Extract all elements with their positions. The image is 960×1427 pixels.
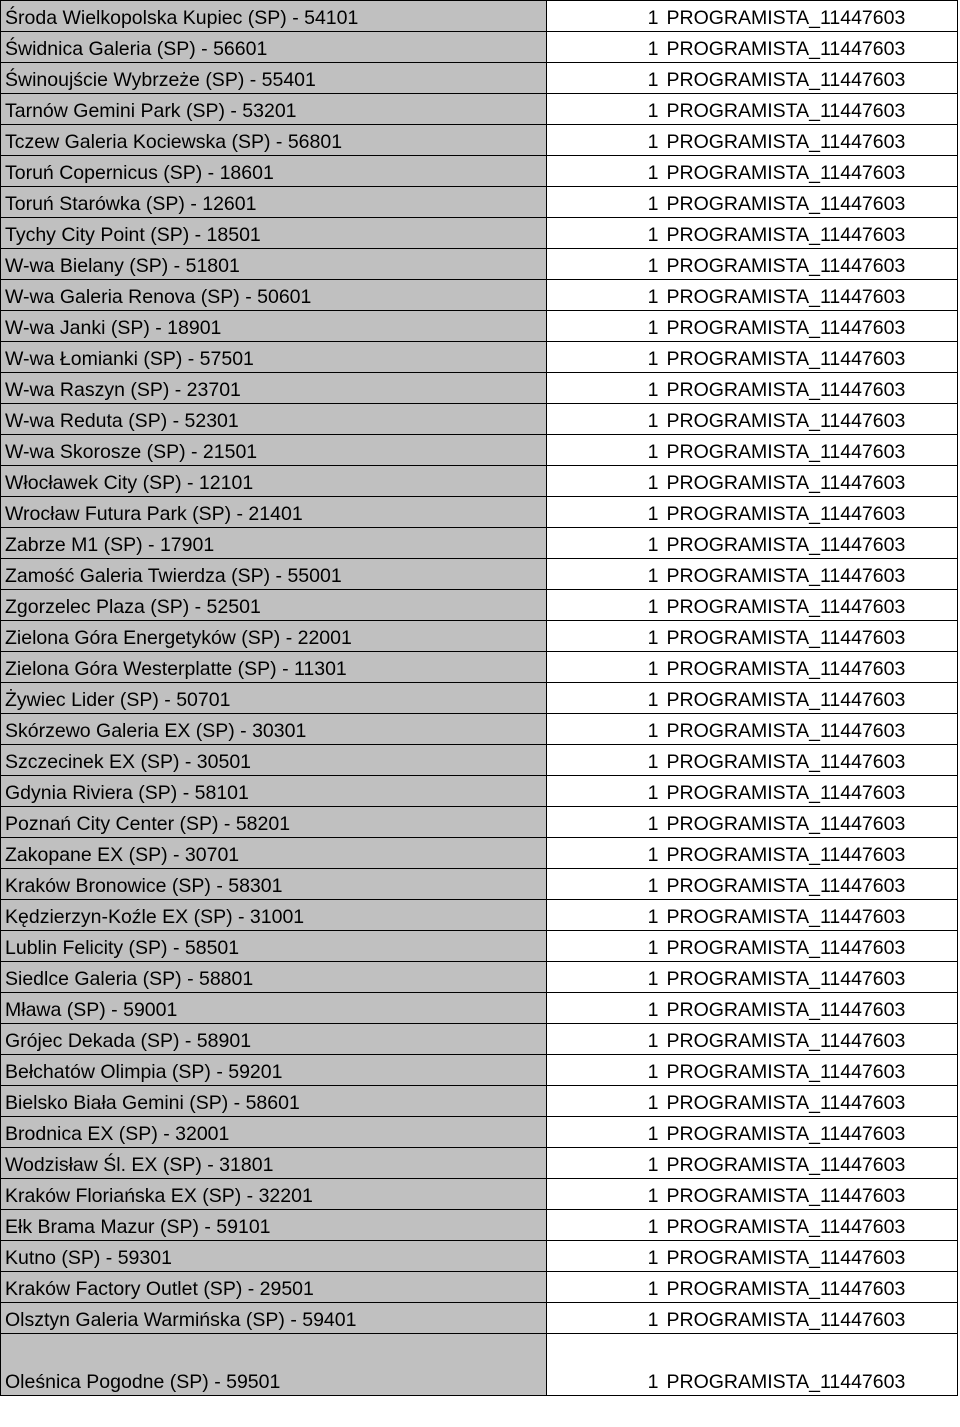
store-name-cell: Lublin Felicity (SP) - 58501 (1, 931, 547, 962)
program-cell: PROGRAMISTA_11447603 (663, 869, 958, 900)
table-row (1, 94, 958, 125)
store-name-cell: Mława (SP) - 59001 (1, 993, 547, 1024)
store-name-cell: Zamość Galeria Twierdza (SP) - 55001 (1, 559, 547, 590)
store-name-cell: Tczew Galeria Kociewska (SP) - 56801 (1, 125, 547, 156)
quantity-cell: 1 (547, 311, 663, 342)
program-cell: PROGRAMISTA_11447603 (663, 435, 958, 466)
table-row (1, 435, 958, 466)
quantity-cell: 1 (547, 1024, 663, 1055)
table-row (1, 621, 958, 652)
store-name-cell: Kędzierzyn-Koźle EX (SP) - 31001 (1, 900, 547, 931)
store-name-cell: Zgorzelec Plaza (SP) - 52501 (1, 590, 547, 621)
quantity-cell: 1 (547, 621, 663, 652)
table-row (1, 1241, 958, 1272)
quantity-cell: 1 (547, 1179, 663, 1210)
store-name-cell: Kraków Bronowice (SP) - 58301 (1, 869, 547, 900)
quantity-cell: 1 (547, 962, 663, 993)
table-row (1, 869, 958, 900)
program-cell: PROGRAMISTA_11447603 (663, 621, 958, 652)
quantity-cell: 1 (547, 931, 663, 962)
store-name-cell: Tarnów Gemini Park (SP) - 53201 (1, 94, 547, 125)
program-cell: PROGRAMISTA_11447603 (663, 311, 958, 342)
table-row (1, 280, 958, 311)
program-cell: PROGRAMISTA_11447603 (663, 559, 958, 590)
store-name-cell: Szczecinek EX (SP) - 30501 (1, 745, 547, 776)
program-cell: PROGRAMISTA_11447603 (663, 590, 958, 621)
quantity-cell: 1 (547, 1148, 663, 1179)
quantity-cell: 1 (547, 1210, 663, 1241)
table-row (1, 373, 958, 404)
program-cell: PROGRAMISTA_11447603 (663, 373, 958, 404)
store-name-cell: Świnoujście Wybrzeże (SP) - 55401 (1, 63, 547, 94)
program-cell: PROGRAMISTA_11447603 (663, 125, 958, 156)
program-cell: PROGRAMISTA_11447603 (663, 1024, 958, 1055)
quantity-cell: 1 (547, 435, 663, 466)
store-name-cell: Kraków Floriańska EX (SP) - 32201 (1, 1179, 547, 1210)
store-name-cell: Skórzewo Galeria EX (SP) - 30301 (1, 714, 547, 745)
quantity-cell: 1 (547, 404, 663, 435)
store-name-cell: W-wa Bielany (SP) - 51801 (1, 249, 547, 280)
table-row (1, 931, 958, 962)
quantity-cell: 1 (547, 590, 663, 621)
quantity-cell: 1 (547, 683, 663, 714)
program-cell: PROGRAMISTA_11447603 (663, 962, 958, 993)
store-name-cell: Kutno (SP) - 59301 (1, 1241, 547, 1272)
quantity-cell: 1 (547, 156, 663, 187)
table-row (1, 652, 958, 683)
quantity-cell: 1 (547, 838, 663, 869)
quantity-cell: 1 (547, 559, 663, 590)
store-name-cell: W-wa Łomianki (SP) - 57501 (1, 342, 547, 373)
program-cell: PROGRAMISTA_11447603 (663, 1086, 958, 1117)
quantity-cell: 1 (547, 1086, 663, 1117)
store-table-body (1, 1, 958, 1396)
table-row (1, 156, 958, 187)
store-name-cell: Środa Wielkopolska Kupiec (SP) - 54101 (1, 1, 547, 32)
quantity-cell: 1 (547, 218, 663, 249)
quantity-cell: 1 (547, 1334, 663, 1396)
table-row (1, 1024, 958, 1055)
table-row (1, 249, 958, 280)
table-row (1, 63, 958, 94)
program-cell: PROGRAMISTA_11447603 (663, 1117, 958, 1148)
store-name-cell: W-wa Raszyn (SP) - 23701 (1, 373, 547, 404)
table-row (1, 1, 958, 32)
program-cell: PROGRAMISTA_11447603 (663, 838, 958, 869)
program-cell: PROGRAMISTA_11447603 (663, 528, 958, 559)
program-cell: PROGRAMISTA_11447603 (663, 187, 958, 218)
table-row (1, 1148, 958, 1179)
quantity-cell: 1 (547, 528, 663, 559)
store-name-cell: Żywiec Lider (SP) - 50701 (1, 683, 547, 714)
quantity-cell: 1 (547, 94, 663, 125)
quantity-cell: 1 (547, 63, 663, 94)
program-cell: PROGRAMISTA_11447603 (663, 280, 958, 311)
quantity-cell: 1 (547, 869, 663, 900)
quantity-cell: 1 (547, 373, 663, 404)
quantity-cell: 1 (547, 652, 663, 683)
table-row (1, 807, 958, 838)
store-name-cell: Zielona Góra Westerplatte (SP) - 11301 (1, 652, 547, 683)
table-row (1, 714, 958, 745)
program-cell: PROGRAMISTA_11447603 (663, 1055, 958, 1086)
program-cell: PROGRAMISTA_11447603 (663, 404, 958, 435)
quantity-cell: 1 (547, 187, 663, 218)
program-cell: PROGRAMISTA_11447603 (663, 249, 958, 280)
store-name-cell: Brodnica EX (SP) - 32001 (1, 1117, 547, 1148)
table-row (1, 1272, 958, 1303)
program-cell: PROGRAMISTA_11447603 (663, 342, 958, 373)
program-cell: PROGRAMISTA_11447603 (663, 683, 958, 714)
program-cell: PROGRAMISTA_11447603 (663, 1334, 958, 1396)
program-cell: PROGRAMISTA_11447603 (663, 218, 958, 249)
program-cell: PROGRAMISTA_11447603 (663, 1179, 958, 1210)
quantity-cell: 1 (547, 280, 663, 311)
table-row (1, 311, 958, 342)
program-cell: PROGRAMISTA_11447603 (663, 1303, 958, 1334)
program-cell: PROGRAMISTA_11447603 (663, 807, 958, 838)
program-cell: PROGRAMISTA_11447603 (663, 466, 958, 497)
program-cell: PROGRAMISTA_11447603 (663, 156, 958, 187)
store-name-cell: Grójec Dekada (SP) - 58901 (1, 1024, 547, 1055)
quantity-cell: 1 (547, 1241, 663, 1272)
quantity-cell: 1 (547, 1272, 663, 1303)
quantity-cell: 1 (547, 1117, 663, 1148)
table-row (1, 993, 958, 1024)
store-name-cell: Świdnica Galeria (SP) - 56601 (1, 32, 547, 63)
store-name-cell: Zielona Góra Energetyków (SP) - 22001 (1, 621, 547, 652)
table-row (1, 590, 958, 621)
program-cell: PROGRAMISTA_11447603 (663, 931, 958, 962)
program-cell: PROGRAMISTA_11447603 (663, 900, 958, 931)
table-row (1, 1086, 958, 1117)
table-row (1, 32, 958, 63)
store-name-cell: Toruń Copernicus (SP) - 18601 (1, 156, 547, 187)
program-cell: PROGRAMISTA_11447603 (663, 1, 958, 32)
store-name-cell: Oleśnica Pogodne (SP) - 59501 (1, 1334, 547, 1396)
quantity-cell: 1 (547, 1055, 663, 1086)
store-name-cell: W-wa Janki (SP) - 18901 (1, 311, 547, 342)
store-name-cell: Toruń Starówka (SP) - 12601 (1, 187, 547, 218)
store-name-cell: W-wa Galeria Renova (SP) - 50601 (1, 280, 547, 311)
quantity-cell: 1 (547, 249, 663, 280)
table-row (1, 1117, 958, 1148)
store-name-cell: Gdynia Riviera (SP) - 58101 (1, 776, 547, 807)
store-name-cell: Włocławek City (SP) - 12101 (1, 466, 547, 497)
store-name-cell: Wodzisław Śl. EX (SP) - 31801 (1, 1148, 547, 1179)
program-cell: PROGRAMISTA_11447603 (663, 497, 958, 528)
program-cell: PROGRAMISTA_11447603 (663, 1210, 958, 1241)
table-row (1, 497, 958, 528)
store-name-cell: Wrocław Futura Park (SP) - 21401 (1, 497, 547, 528)
table-row (1, 466, 958, 497)
program-cell: PROGRAMISTA_11447603 (663, 714, 958, 745)
quantity-cell: 1 (547, 714, 663, 745)
program-cell: PROGRAMISTA_11447603 (663, 1272, 958, 1303)
store-name-cell: Poznań City Center (SP) - 58201 (1, 807, 547, 838)
store-name-cell: Olsztyn Galeria Warmińska (SP) - 59401 (1, 1303, 547, 1334)
program-cell: PROGRAMISTA_11447603 (663, 993, 958, 1024)
table-row (1, 342, 958, 373)
store-name-cell: Zabrze M1 (SP) - 17901 (1, 528, 547, 559)
quantity-cell: 1 (547, 900, 663, 931)
store-name-cell: Bełchatów Olimpia (SP) - 59201 (1, 1055, 547, 1086)
store-name-cell: Kraków Factory Outlet (SP) - 29501 (1, 1272, 547, 1303)
quantity-cell: 1 (547, 32, 663, 63)
program-cell: PROGRAMISTA_11447603 (663, 94, 958, 125)
table-row (1, 683, 958, 714)
quantity-cell: 1 (547, 745, 663, 776)
program-cell: PROGRAMISTA_11447603 (663, 63, 958, 94)
quantity-cell: 1 (547, 1303, 663, 1334)
store-name-cell: W-wa Reduta (SP) - 52301 (1, 404, 547, 435)
quantity-cell: 1 (547, 342, 663, 373)
store-name-cell: Bielsko Biała Gemini (SP) - 58601 (1, 1086, 547, 1117)
program-cell: PROGRAMISTA_11447603 (663, 32, 958, 63)
store-name-cell: Ełk Brama Mazur (SP) - 59101 (1, 1210, 547, 1241)
quantity-cell: 1 (547, 993, 663, 1024)
quantity-cell: 1 (547, 807, 663, 838)
quantity-cell: 1 (547, 125, 663, 156)
table-row (1, 559, 958, 590)
program-cell: PROGRAMISTA_11447603 (663, 745, 958, 776)
table-row (1, 404, 958, 435)
table-row (1, 187, 958, 218)
quantity-cell: 1 (547, 1, 663, 32)
table-row (1, 1334, 958, 1396)
quantity-cell: 1 (547, 466, 663, 497)
table-row (1, 1179, 958, 1210)
table-row (1, 776, 958, 807)
store-name-cell: Tychy City Point (SP) - 18501 (1, 218, 547, 249)
table-row (1, 218, 958, 249)
program-cell: PROGRAMISTA_11447603 (663, 1241, 958, 1272)
program-cell: PROGRAMISTA_11447603 (663, 1148, 958, 1179)
program-cell: PROGRAMISTA_11447603 (663, 652, 958, 683)
table-row (1, 1055, 958, 1086)
table-row (1, 125, 958, 156)
table-row (1, 745, 958, 776)
store-name-cell: W-wa Skorosze (SP) - 21501 (1, 435, 547, 466)
program-cell: PROGRAMISTA_11447603 (663, 776, 958, 807)
quantity-cell: 1 (547, 776, 663, 807)
quantity-cell: 1 (547, 497, 663, 528)
store-name-cell: Siedlce Galeria (SP) - 58801 (1, 962, 547, 993)
table-row (1, 900, 958, 931)
store-name-cell: Zakopane EX (SP) - 30701 (1, 838, 547, 869)
table-row (1, 1303, 958, 1334)
table-row (1, 962, 958, 993)
table-row (1, 1210, 958, 1241)
table-row (1, 838, 958, 869)
table-row (1, 528, 958, 559)
